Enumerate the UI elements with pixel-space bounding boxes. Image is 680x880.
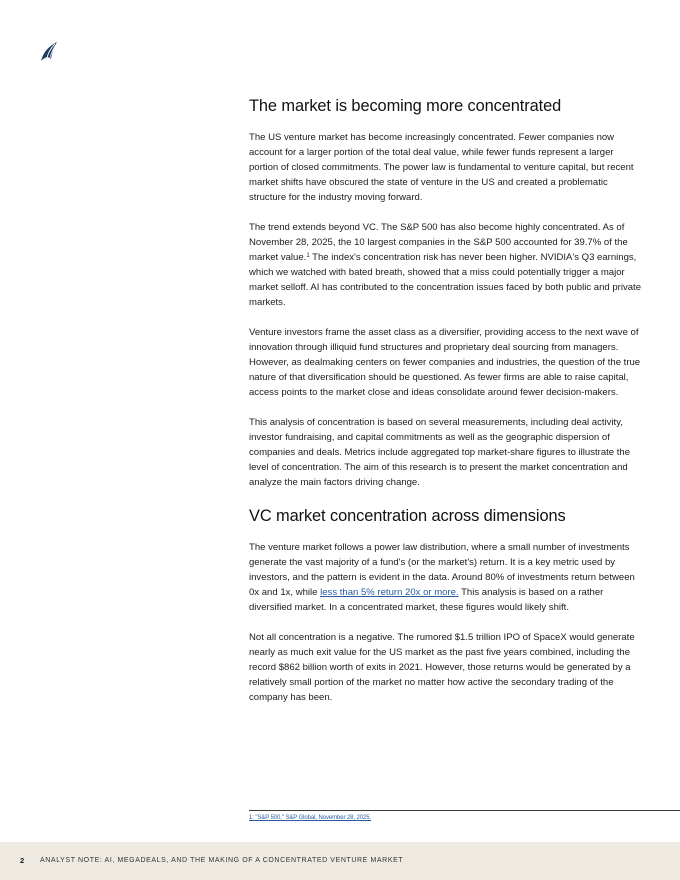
paragraph-text: The venture market follows a power law distribution, where a small number of investments generate the vast majority of a fund's (or the market's) return. It is a key metric used by investors, and the pattern is evident in the data. Around 80% of investments return between 0x and 1x, while: [249, 542, 635, 598]
section-heading-dimensions: VC market concentration across dimensions: [249, 507, 566, 525]
power-law-link[interactable]: less than 5% return 20x or more.: [320, 587, 459, 598]
article-body: [249, 96, 644, 705]
paragraph-text: The index's concentration risk has never been higher. NVIDIA's Q3 earnings, which we watched with bated breath, showed that a miss could potentially trigger a major market selloff. AI has contributed to the concentration issues faced by both public and private markets.: [249, 252, 642, 308]
page-number: 2: [20, 856, 25, 865]
paragraph: The US venture market has become increasingly concentrated. Fewer companies now account for a larger portion of the total deal value, while fewer funds represent a larger portion of closed commitments. The power law is fundamental to venture capital, but recent market shifts have obscured the state of venture in the US and created a problematic structure for the industry moving forward.: [249, 132, 634, 203]
sail-logo-icon: [38, 40, 60, 62]
footnote-ref[interactable]: 1: [306, 253, 310, 259]
paragraph: [249, 220, 644, 310]
section-heading-concentration: The market is becoming more concentrated: [249, 97, 562, 115]
page-footer: [0, 842, 680, 880]
footnote-link[interactable]: 1: "S&P 500," S&P Global, November 28, 2025.: [249, 815, 372, 821]
footnote-divider: [249, 810, 680, 811]
paragraph: This analysis of concentration is based on several measurements, including deal activity, investor fundraising, and capital commitments as well as the geographic dispersion of companies and deals. Metrics include aggregated top market-share figures to illustrate the level of concentration. The aim of this research is to present the market concentration and analyze the main factors driving change.: [249, 417, 631, 488]
paragraph-text: The trend extends beyond VC. The S&P 500 has also become highly concentrated. As of November 28, 2025, the 10 largest companies in the S&P 500 accounted for 39.7% of the market value.: [249, 222, 628, 263]
paragraph: Venture investors frame the asset class as a diversifier, providing access to the next wave of innovation through illiquid fund structures and proprietary deal sourcing from managers. However, as dealmaking centers on fewer companies and industries, the question of the true nature of that diversification should be questioned. As fewer firms are able to raise capital, access points to the market close and ideas consolidate around fewer decision-makers.: [249, 327, 641, 398]
paragraph: Not all concentration is a negative. The rumored $1.5 trillion IPO of SpaceX would generate nearly as much exit value for the US market as the past five years combined, including the record $862 billion worth of exits in 2021. However, those returns would be generated by a relatively small portion of the market no matter how active the secondary trading of the company has been.: [249, 632, 635, 703]
footer-title: ANALYST NOTE: AI, MEGADEALS, AND THE MAKING OF A CONCENTRATED VENTURE MARKET: [40, 856, 404, 864]
paragraph-text: This analysis is based on a rather diversified market. In a concentrated market, these figures would likely shift.: [249, 587, 604, 613]
paragraph: [249, 540, 644, 615]
